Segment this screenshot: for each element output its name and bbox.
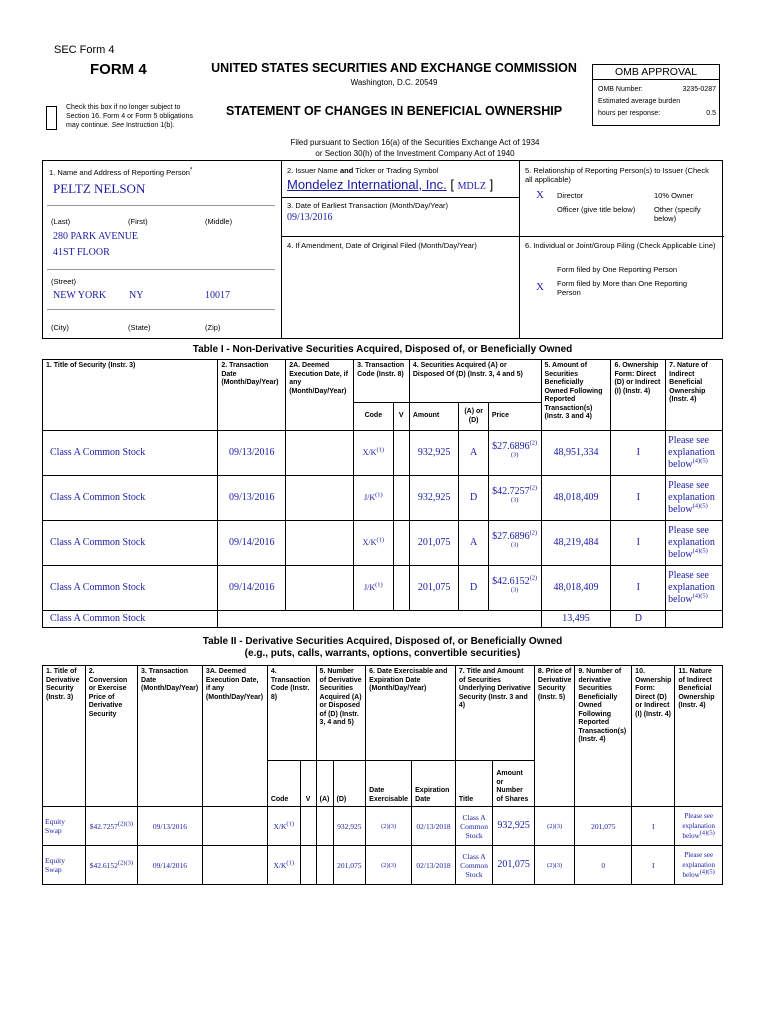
t2-v xyxy=(300,807,316,846)
t2-code: X/K(1) xyxy=(267,846,300,885)
t2-date: 09/13/2016 xyxy=(138,807,203,846)
state-value: NY xyxy=(129,290,144,301)
t1-form: I xyxy=(611,476,666,521)
t1-v xyxy=(393,566,409,611)
t2-a-header: (A) xyxy=(316,761,333,807)
t1-v xyxy=(393,476,409,521)
t2-title-header: Title xyxy=(455,761,493,807)
t1-title: Class A Common Stock xyxy=(43,566,218,611)
t1-code: $X/K^{(1)}$ xyxy=(354,521,394,566)
ticker-symbol: MDLZ xyxy=(457,181,486,192)
street-line-1: 280 PARK AVENUE xyxy=(53,231,139,242)
t2-a xyxy=(316,807,333,846)
t2-nature: Please see explanation below(4)(5) xyxy=(675,846,723,885)
t2-title: Equity Swap xyxy=(43,807,86,846)
t1-v xyxy=(393,521,409,566)
form-title: FORM 4 xyxy=(90,61,147,78)
t2-conv: $42.7257(2)(3) xyxy=(85,807,137,846)
t1-h1: 1. Title of Security (Instr. 3) xyxy=(43,360,218,431)
t2-price: (2)(3) xyxy=(534,807,574,846)
state-label: (State) xyxy=(128,323,151,332)
t2-h5: 5. Number of Derivative Securities Acquired (A) or Disposed of (D) (Instr. 3, 4 and 5) xyxy=(316,666,366,761)
t1-owned: 48,018,409 xyxy=(541,476,611,521)
city-label: (City) xyxy=(51,323,69,332)
omb-approval-box xyxy=(592,64,720,126)
t1-h7: 7. Nature of Indirect Beneficial Ownership (Instr. 4) xyxy=(666,360,723,431)
t2-h11: 11. Nature of Indirect Beneficial Ownership (Instr. 4) xyxy=(675,666,723,807)
t1-h5: 5. Amount of Securities Beneficially Owned Following Reported Transaction(s) (Instr. 3 and 4) xyxy=(541,360,611,431)
t2-h10: 10. Ownership Form: Direct (D) or Indirect (I) (Instr. 4) xyxy=(632,666,675,807)
t2-form: I xyxy=(632,807,675,846)
street-label: (Street) xyxy=(51,277,77,286)
t2-h9: 9. Number of derivative Securities Beneficially Owned Following Reported Transaction(s) (Instr. 4) xyxy=(575,666,632,807)
reporting-person-label: 1. Name and Address of Reporting Person* xyxy=(49,166,193,177)
t2-owned: 201,075 xyxy=(575,807,632,846)
t2-nature: Please see explanation below(4)(5) xyxy=(675,807,723,846)
t1-h4: 4. Securities Acquired (A) or Disposed Of (D) (Instr. 3, 4 and 5) xyxy=(409,360,541,403)
omb-number-label: OMB Number: xyxy=(598,86,643,93)
section16-checkbox[interactable] xyxy=(46,106,57,130)
t2-a xyxy=(316,846,333,885)
city-value: NEW YORK xyxy=(53,290,107,301)
t2-h8: 8. Price of Derivative Security (Instr. 5) xyxy=(534,666,574,807)
one-person-label: Form filed by One Reporting Person xyxy=(557,265,678,274)
zip-label: (Zip) xyxy=(205,323,221,332)
amendment-label: 4. If Amendment, Date of Original Filed (Month/Day/Year) xyxy=(287,241,477,250)
table2 xyxy=(42,665,723,885)
t1-nature: Please see explanation below$^{(4)(5)}$ xyxy=(666,521,723,566)
t2-under-title: Class A Common Stock xyxy=(455,846,493,885)
last-label: (Last) xyxy=(51,217,71,226)
issuer-name-line: Mondelez International, Inc. [ MDLZ ] xyxy=(287,177,494,192)
t1-v xyxy=(393,431,409,476)
t1-form: I xyxy=(611,566,666,611)
t2-code-header: Code xyxy=(267,761,300,807)
t2-date: 09/14/2016 xyxy=(138,846,203,885)
omb-number: 3235-0287 xyxy=(682,86,716,93)
t2-exp: 02/13/2018 xyxy=(412,846,456,885)
t1-price: $\$27.6896^{(2)(3)}$ xyxy=(488,431,541,476)
issuer-label: 2. Issuer Name and Ticker or Trading Symbol xyxy=(287,166,439,175)
t2-title: Equity Swap xyxy=(43,846,86,885)
t1-amount-header: Amount xyxy=(409,403,459,431)
t2-amount-header: Amount or Number of Shares xyxy=(493,761,535,807)
t1-form: I xyxy=(611,431,666,476)
t2-deemed xyxy=(202,846,267,885)
table-row xyxy=(43,846,723,885)
t1-amount: 201,075 xyxy=(409,521,459,566)
table-row xyxy=(43,431,723,476)
reporting-person-name: PELTZ NELSON xyxy=(53,181,146,196)
t1-amount: 932,925 xyxy=(409,431,459,476)
t2-h2: 2. Conversion or Exercise Price of Derivative Security xyxy=(85,666,137,807)
t1-code: $J/K^{(1)}$ xyxy=(354,566,394,611)
checkbox-note: Check this box if no longer subject to Section 16. Form 4 or Form 5 obligations may continue. See Instruction 1(b). xyxy=(66,104,193,129)
statement-title: STATEMENT OF CHANGES IN BENEFICIAL OWNERSHIP xyxy=(225,104,563,118)
officer-label: Officer (give title below) xyxy=(557,205,636,214)
t1-price: $\$42.7257^{(2)(3)}$ xyxy=(488,476,541,521)
t2-form: I xyxy=(632,846,675,885)
t1-aord: A xyxy=(459,431,488,476)
t2-d: 932,925 xyxy=(333,807,366,846)
t2-deemed xyxy=(202,807,267,846)
t1-owned: 48,219,484 xyxy=(541,521,611,566)
t1-owned: 48,951,334 xyxy=(541,431,611,476)
t1-deemed xyxy=(286,566,354,611)
relationship-label: 5. Relationship of Reporting Person(s) to Issuer (Check all applicable) xyxy=(525,166,709,184)
t1-h3: 3. Transaction Code (Instr. 8) xyxy=(354,360,410,403)
t1-deemed xyxy=(286,431,354,476)
t1-nature: Please see explanation below$^{(4)(5)}$ xyxy=(666,476,723,521)
t2-d-header: (D) xyxy=(333,761,366,807)
earliest-date: 09/13/2016 xyxy=(287,212,333,223)
sec-form-label: SEC Form 4 xyxy=(54,44,115,56)
street-line-2: 41ST FLOOR xyxy=(53,247,110,258)
director-check: X xyxy=(536,189,544,201)
t1-aord: D xyxy=(459,566,488,611)
first-label: (First) xyxy=(128,217,148,226)
table-row xyxy=(43,807,723,846)
t2-under-amount: 932,925 xyxy=(493,807,535,846)
t2-h3a: 3A. Deemed Execution Date, if any (Month/Day/Year) xyxy=(202,666,267,807)
earliest-date-label: 3. Date of Earliest Transaction (Month/Day/Year) xyxy=(287,201,449,210)
t1-holding-owned: 13,495 xyxy=(541,611,611,628)
t1-title: Class A Common Stock xyxy=(43,521,218,566)
t2-h4: 4. Transaction Code (Instr. 8) xyxy=(267,666,316,761)
t1-date: 09/13/2016 xyxy=(218,476,286,521)
filed-pursuant-text: Filed pursuant to Section 16(a) of the Securities Exchange Act of 1934 or Section 30(h) of the Investment Company Act of 1940 xyxy=(290,138,540,158)
t2-under-amount: 201,075 xyxy=(493,846,535,885)
t1-price-header: Price xyxy=(488,403,541,431)
t1-holding-form: D xyxy=(611,611,666,628)
issuer-name[interactable]: Mondelez International, Inc. xyxy=(287,177,447,192)
t2-h3: 3. Transaction Date (Month/Day/Year) xyxy=(138,666,203,807)
t1-code-header: Code xyxy=(354,403,394,431)
t1-deemed xyxy=(286,521,354,566)
t2-date-ex-header: Date Exercisable xyxy=(366,761,412,807)
t1-title: Class A Common Stock xyxy=(43,431,218,476)
t2-date-ex: (2)(3) xyxy=(366,846,412,885)
t1-price: $\$42.6152^{(2)(3)}$ xyxy=(488,566,541,611)
t2-h7: 7. Title and Amount of Securities Underlying Derivative Security (Instr. 3 and 4) xyxy=(455,666,534,761)
t1-code: $X/K^{(1)}$ xyxy=(354,431,394,476)
filing-type-label: 6. Individual or Joint/Group Filing (Check Applicable Line) xyxy=(525,241,716,250)
t2-under-title: Class A Common Stock xyxy=(455,807,493,846)
table-row xyxy=(43,566,723,611)
multi-person-check: X xyxy=(536,281,544,293)
omb-title: OMB APPROVAL xyxy=(593,65,719,80)
t1-nature: Please see explanation below$^{(4)(5)}$ xyxy=(666,566,723,611)
table-row xyxy=(43,521,723,566)
reporting-person-box xyxy=(42,160,723,339)
t1-form: I xyxy=(611,521,666,566)
t1-holding-title: Class A Common Stock xyxy=(43,611,218,628)
t1-amount: 201,075 xyxy=(409,566,459,611)
omb-hours-label: hours per response: xyxy=(598,110,661,117)
t1-date: 09/14/2016 xyxy=(218,566,286,611)
omb-burden-label: Estimated average burden xyxy=(598,98,681,105)
t1-code: $J/K^{(1)}$ xyxy=(354,476,394,521)
t2-owned: 0 xyxy=(575,846,632,885)
t1-date: 09/14/2016 xyxy=(218,521,286,566)
t2-d: 201,075 xyxy=(333,846,366,885)
t1-aord: A xyxy=(459,521,488,566)
other-label: Other (specify below) xyxy=(654,205,701,223)
t2-conv: $42.6152(2)(3) xyxy=(85,846,137,885)
table2-title: Table II - Derivative Securities Acquired, Disposed of, or Beneficially Owned (e.g., puts, calls, warrants, options, convertible securities) xyxy=(202,636,563,659)
t2-exp: 02/13/2018 xyxy=(412,807,456,846)
t1-v-header: V xyxy=(393,403,409,431)
t2-v-header: V xyxy=(300,761,316,807)
omb-hours: 0.5 xyxy=(706,110,716,117)
t2-exp-header: Expiration Date xyxy=(412,761,456,807)
t1-aord: D xyxy=(459,476,488,521)
t1-deemed xyxy=(286,476,354,521)
multi-person-label: Form filed by More than One Reporting Person xyxy=(557,279,688,297)
t1-date: 09/13/2016 xyxy=(218,431,286,476)
t2-price: (2)(3) xyxy=(534,846,574,885)
director-label: Director xyxy=(557,191,584,200)
agency-title: UNITED STATES SECURITIES AND EXCHANGE COMMISSION xyxy=(211,61,577,75)
middle-label: (Middle) xyxy=(205,217,233,226)
table1 xyxy=(42,359,723,628)
t1-h2: 2. Transaction Date (Month/Day/Year) xyxy=(218,360,286,431)
t2-v xyxy=(300,846,316,885)
t2-h1: 1. Title of Derivative Security (Instr. 3) xyxy=(43,666,86,807)
t1-aord-header: (A) or (D) xyxy=(459,403,488,431)
table-row xyxy=(43,611,723,628)
agency-address: Washington, D.C. 20549 xyxy=(350,78,438,87)
ten-pct-owner-label: 10% Owner xyxy=(654,191,694,200)
table1-title: Table I - Non-Derivative Securities Acquired, Disposed of, or Beneficially Owned xyxy=(192,344,573,355)
t1-amount: 932,925 xyxy=(409,476,459,521)
t1-price: $\$27.6896^{(2)(3)}$ xyxy=(488,521,541,566)
t2-h6: 6. Date Exercisable and Expiration Date (Month/Day/Year) xyxy=(366,666,456,761)
t2-date-ex: (2)(3) xyxy=(366,807,412,846)
t2-code: X/K(1) xyxy=(267,807,300,846)
t1-h6: 6. Ownership Form: Direct (D) or Indirect (I) (Instr. 4) xyxy=(611,360,666,431)
t1-nature: Please see explanation below$^{(4)(5)}$ xyxy=(666,431,723,476)
t1-owned: 48,018,409 xyxy=(541,566,611,611)
table-row xyxy=(43,476,723,521)
t1-h2a: 2A. Deemed Execution Date, if any (Month/Day/Year) xyxy=(286,360,354,431)
zip-value: 10017 xyxy=(205,290,230,301)
t1-title: Class A Common Stock xyxy=(43,476,218,521)
